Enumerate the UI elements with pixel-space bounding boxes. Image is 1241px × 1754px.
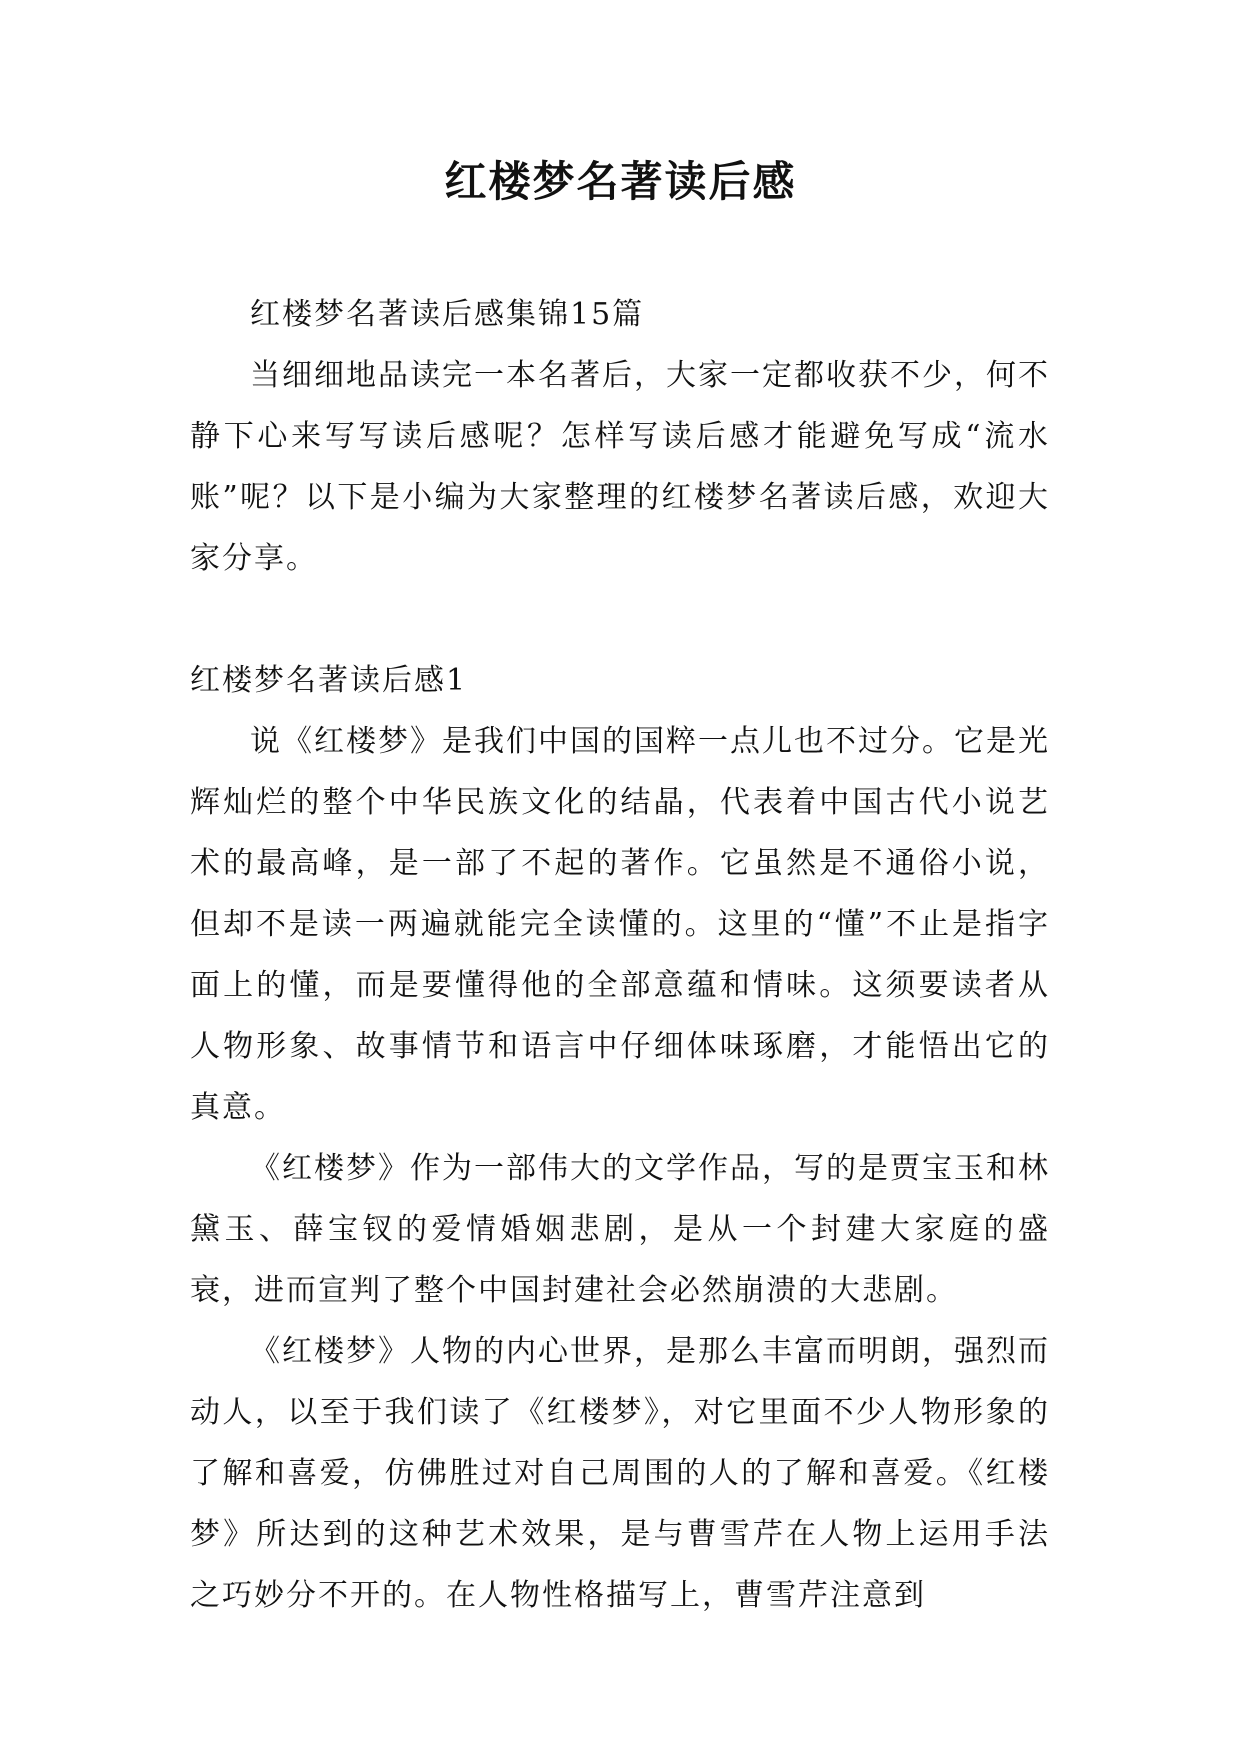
intro-paragraph: 当细细地品读完一本名著后，大家一定都收获不少，何不静下心来写写读后感呢？怎样写读后感才能避免写成“流水账”呢？以下是小编为大家整理的红楼梦名著读后感，欢迎大家分享。 — [190, 358, 1050, 576]
blank-line — [190, 589, 1050, 650]
section-heading: 红楼梦名著读后感1 — [190, 663, 468, 698]
document-title: 红楼梦名著读后感 — [444, 157, 797, 206]
document-body — [190, 284, 1050, 1626]
body-paragraph: 《红楼梦》作为一部伟大的文学作品，写的是贾宝玉和林黛玉、薛宝钗的爱情婚姻悲剧，是从一个封建大家庭的盛衰，进而宣判了整个中国封建社会必然崩溃的大悲剧。 — [190, 1151, 1050, 1308]
body-paragraph: 《红楼梦》人物的内心世界，是那么丰富而明朗，强烈而动人，以至于我们读了《红楼梦》，对它里面不少人物形象的了解和喜爱，仿佛胜过对自己周围的人的了解和喜爱。《红楼梦》所达到的这种艺术效果，是与曹雪芹在人物上运用手法之巧妙分不开的。在人物性格描写上，曹雪芹注意到 — [190, 1334, 1050, 1613]
collection-subtitle: 红楼梦名著读后感集锦15篇 — [250, 297, 645, 332]
body-paragraph: 说《红楼梦》是我们中国的国粹一点儿也不过分。它是光辉灿烂的整个中华民族文化的结晶，代表着中国古代小说艺术的最高峰，是一部了不起的著作。它虽然是不通俗小说，但却不是读一两遍就能完全读懂的。这里的“懂”不止是指字面上的懂，而是要懂得他的全部意蕴和情味。这须要读者从人物形象、故事情节和语言中仔细体味琢磨，才能悟出它的真意。 — [190, 724, 1050, 1125]
